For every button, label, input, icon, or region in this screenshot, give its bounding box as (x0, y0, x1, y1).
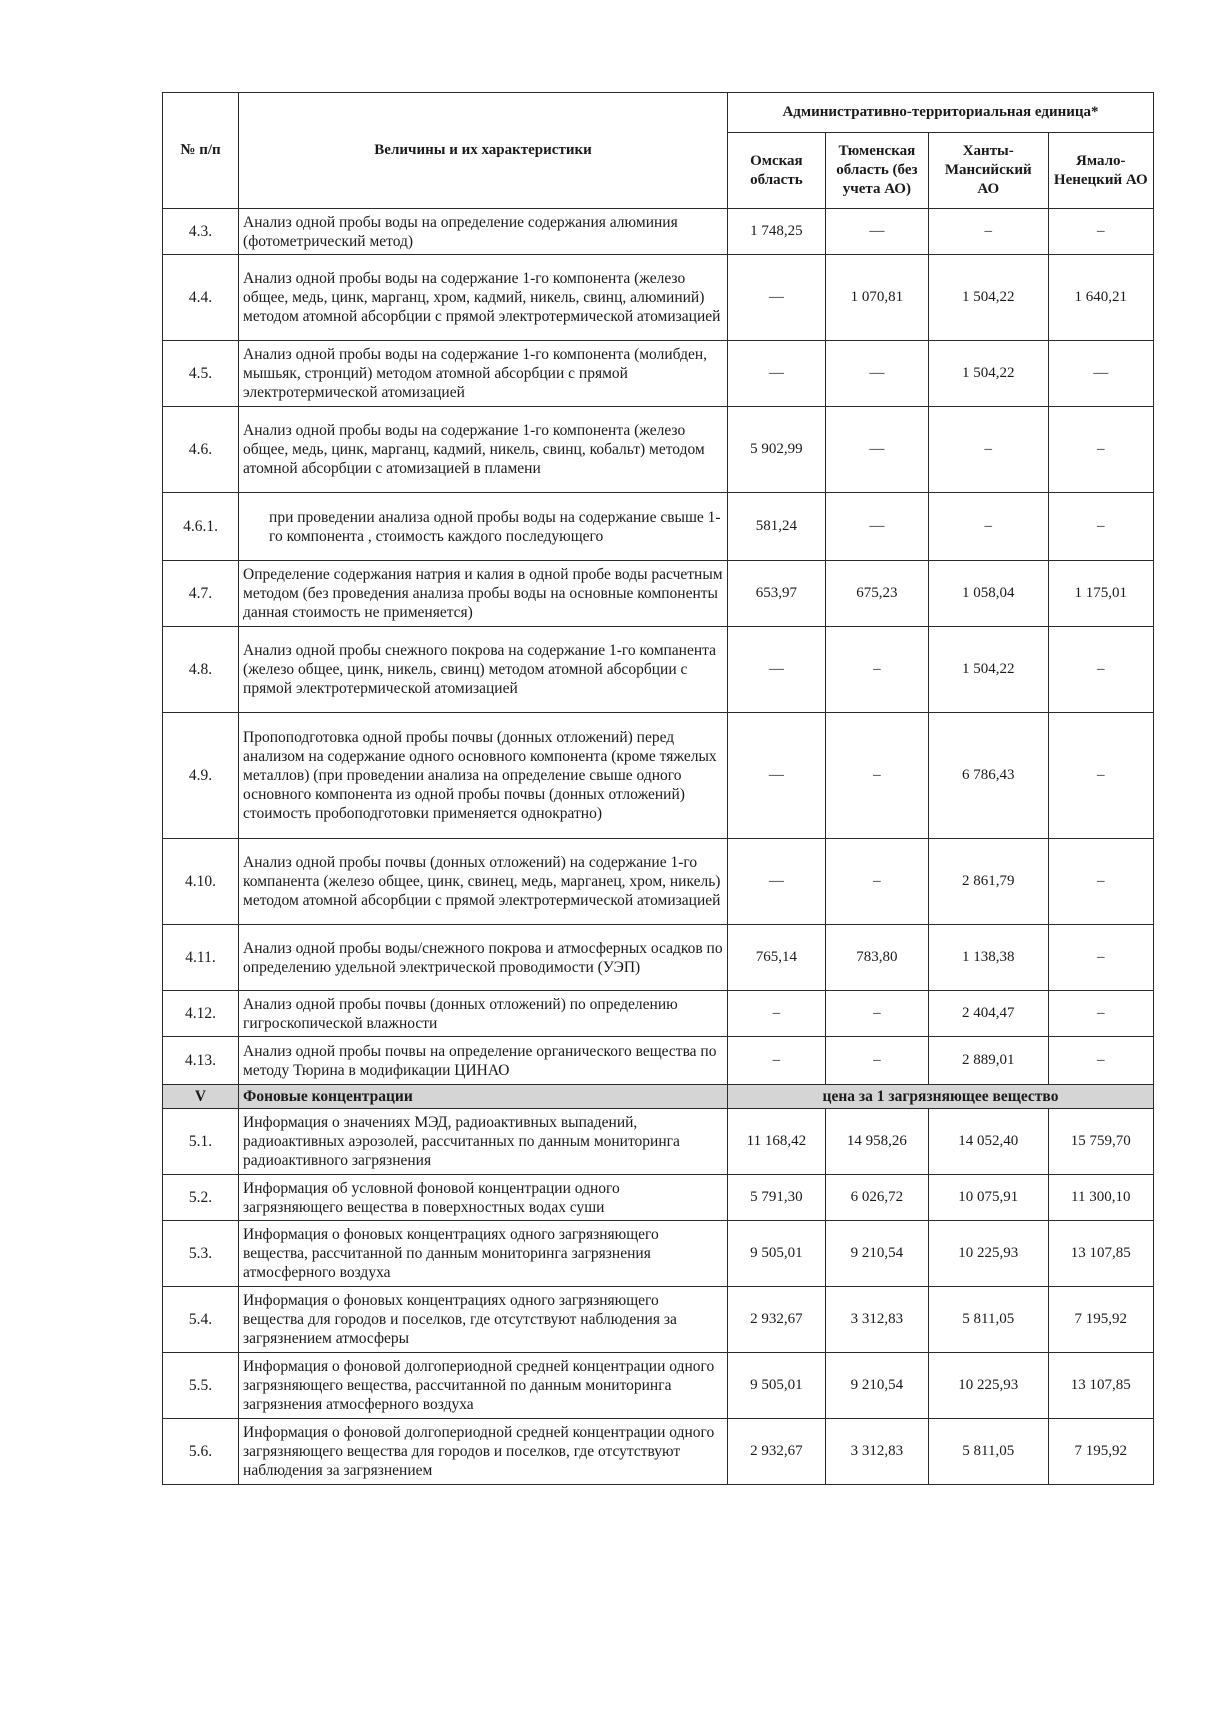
price-khmao: – (929, 493, 1049, 561)
row-number: 4.6. (163, 407, 239, 493)
table-row (163, 1109, 1154, 1175)
table-row (163, 925, 1154, 991)
price-khmao: 10 075,91 (929, 1175, 1049, 1221)
row-description: Информация о фоновой долгопериодной средней концентрации одного загрязняющего вещества для городов и поселков, где отсутствуют наблюдения за загрязнением (239, 1419, 728, 1485)
row-description: Анализ одной пробы воды на содержание 1-го компонента (железо общее, медь, цинк, марганц, хром, кадмий, никель, свинц, алюминий) методом атомной абсорбции с прямой электротермической атомизацией (239, 255, 728, 341)
price-khmao: 2 889,01 (929, 1037, 1049, 1085)
header-region-yanao: Ямало-Ненецкий АО (1048, 133, 1153, 209)
price-khmao: 6 786,43 (929, 713, 1049, 839)
header-region-group: Административно-территориальная единица* (728, 93, 1154, 133)
price-khmao: 2 861,79 (929, 839, 1049, 925)
price-tyumen: 9 210,54 (825, 1353, 928, 1419)
price-omsk: 11 168,42 (728, 1109, 826, 1175)
table-row (163, 627, 1154, 713)
row-description: Анализ одной пробы воды на содержание 1-го компонента (железо общее, медь, цинк, марганц, кадмий, никель, свинц, кобальт) методом атомной абсорбции с атомизацией в пламени (239, 407, 728, 493)
row-number: 4.3. (163, 209, 239, 255)
row-description: Анализ одной пробы воды на содержание 1-го компонента (молибден, мышьяк, стронций) методом атомной абсорбции с прямой электротермической атомизацией (239, 341, 728, 407)
table-row (163, 1175, 1154, 1221)
table-row (163, 1287, 1154, 1353)
header-num: № п/п (163, 93, 239, 209)
row-number: 5.4. (163, 1287, 239, 1353)
price-yanao: — (1048, 341, 1153, 407)
row-number: 4.6.1. (163, 493, 239, 561)
row-description: Пропоподготовка одной пробы почвы (донных отложений) перед анализом на содержание одного основного компонента (кроме тяжелых металлов) (при проведении анализа на определение свыше одного основного компонента из одной пробы почвы (донных отложений) стоимость пробоподготовки применяется однократно) (239, 713, 728, 839)
price-yanao: – (1048, 1037, 1153, 1085)
row-description: Определение содержания натрия и калия в одной пробе воды расчетным методом (без проведения анализа пробы воды на основные компоненты данная стоимость не применяется) (239, 561, 728, 627)
price-yanao: – (1048, 493, 1153, 561)
row-number: 4.9. (163, 713, 239, 839)
price-yanao: – (1048, 925, 1153, 991)
row-number: 5.3. (163, 1221, 239, 1287)
row-number: 4.4. (163, 255, 239, 341)
price-khmao: 1 138,38 (929, 925, 1049, 991)
header-region-omsk: Омская область (728, 133, 826, 209)
table-row (163, 1419, 1154, 1485)
row-number: 4.7. (163, 561, 239, 627)
price-yanao: 7 195,92 (1048, 1419, 1153, 1485)
price-tyumen: – (825, 627, 928, 713)
price-tyumen: 675,23 (825, 561, 928, 627)
price-tyumen: – (825, 713, 928, 839)
row-number: 4.10. (163, 839, 239, 925)
price-tyumen: 783,80 (825, 925, 928, 991)
price-khmao: 1 504,22 (929, 255, 1049, 341)
price-tyumen: — (825, 407, 928, 493)
row-number: 4.5. (163, 341, 239, 407)
price-omsk: 5 902,99 (728, 407, 826, 493)
price-tyumen: – (825, 839, 928, 925)
row-number: 4.13. (163, 1037, 239, 1085)
price-omsk: — (728, 627, 826, 713)
header-row-top (163, 93, 1154, 133)
row-description: Информация о фоновой долгопериодной средней концентрации одного загрязняющего вещества, рассчитанной по данным мониторинга загрязнения атмосферного воздуха (239, 1353, 728, 1419)
row-number: 4.11. (163, 925, 239, 991)
price-omsk: — (728, 839, 826, 925)
row-description: Анализ одной пробы почвы (донных отложений) на содержание 1-го компанента (железо общее, цинк, свинец, медь, марганец, хром, никель) методом атомной абсорбции с прямой электротермической атомизацией (239, 839, 728, 925)
price-khmao: 10 225,93 (929, 1353, 1049, 1419)
price-khmao: 10 225,93 (929, 1221, 1049, 1287)
price-yanao: 13 107,85 (1048, 1221, 1153, 1287)
table-row (163, 839, 1154, 925)
price-omsk: — (728, 341, 826, 407)
table-row (163, 991, 1154, 1037)
price-yanao: – (1048, 991, 1153, 1037)
table-body (163, 209, 1154, 1485)
table-row (163, 561, 1154, 627)
row-description: Анализ одной пробы снежного покрова на содержание 1-го компанента (железо общее, цинк, никель, свинц) методом атомной абсорбции с прямой электротермической атомизацией (239, 627, 728, 713)
price-yanao: 15 759,70 (1048, 1109, 1153, 1175)
price-khmao: 1 058,04 (929, 561, 1049, 627)
section-price-note: цена за 1 загрязняющее вещество (728, 1085, 1154, 1109)
row-description: Информация о фоновых концентрациях одного загрязняющего вещества, рассчитанной по данным мониторинга загрязнения атмосферного воздуха (239, 1221, 728, 1287)
price-yanao: 1 640,21 (1048, 255, 1153, 341)
price-yanao: – (1048, 627, 1153, 713)
price-khmao: 5 811,05 (929, 1419, 1049, 1485)
price-tyumen: — (825, 209, 928, 255)
header-region-khmao: Ханты-Мансийский АО (929, 133, 1049, 209)
price-khmao: 1 504,22 (929, 627, 1049, 713)
price-yanao: – (1048, 209, 1153, 255)
table-row (163, 1353, 1154, 1419)
price-yanao: 13 107,85 (1048, 1353, 1153, 1419)
section-title: Фоновые концентрации (239, 1085, 728, 1109)
row-description: Анализ одной пробы почвы (донных отложений) по определению гигроскопической влажности (239, 991, 728, 1037)
table-row (163, 407, 1154, 493)
price-omsk: 2 932,67 (728, 1287, 826, 1353)
row-description: Информация о фоновых концентрациях одного загрязняющего вещества для городов и поселков, где отсутствуют наблюдения за загрязнением атмосферы (239, 1287, 728, 1353)
row-description: при проведении анализа одной пробы воды на содержание свыше 1-го компонента , стоимость каждого последующего (239, 493, 728, 561)
price-omsk: 653,97 (728, 561, 826, 627)
price-tyumen: 3 312,83 (825, 1287, 928, 1353)
price-tyumen: — (825, 341, 928, 407)
row-number: 4.8. (163, 627, 239, 713)
price-khmao: 5 811,05 (929, 1287, 1049, 1353)
price-table (162, 92, 1154, 1485)
section-number: V (163, 1085, 239, 1109)
price-tyumen: 3 312,83 (825, 1419, 928, 1485)
row-description: Информация об условной фоновой концентрации одного загрязняющего вещества в поверхностных водах суши (239, 1175, 728, 1221)
price-tyumen: 1 070,81 (825, 255, 928, 341)
row-number: 5.6. (163, 1419, 239, 1485)
price-khmao: – (929, 209, 1049, 255)
row-number: 5.2. (163, 1175, 239, 1221)
price-yanao: 7 195,92 (1048, 1287, 1153, 1353)
price-omsk: 2 932,67 (728, 1419, 826, 1485)
price-omsk: — (728, 255, 826, 341)
row-number: 5.1. (163, 1109, 239, 1175)
price-tyumen: 9 210,54 (825, 1221, 928, 1287)
price-omsk: 9 505,01 (728, 1221, 826, 1287)
price-yanao: 11 300,10 (1048, 1175, 1153, 1221)
price-omsk: – (728, 991, 826, 1037)
table-row (163, 493, 1154, 561)
price-omsk: 1 748,25 (728, 209, 826, 255)
table-row (163, 1037, 1154, 1085)
price-tyumen: — (825, 493, 928, 561)
table-row (163, 341, 1154, 407)
header-region-tyumen: Тюменская область (без учета АО) (825, 133, 928, 209)
price-tyumen: – (825, 1037, 928, 1085)
price-khmao: – (929, 407, 1049, 493)
price-yanao: – (1048, 713, 1153, 839)
price-yanao: – (1048, 839, 1153, 925)
price-tyumen: 6 026,72 (825, 1175, 928, 1221)
price-khmao: 1 504,22 (929, 341, 1049, 407)
price-omsk: – (728, 1037, 826, 1085)
table-row (163, 713, 1154, 839)
price-tyumen: – (825, 991, 928, 1037)
header-description: Величины и их характеристики (239, 93, 728, 209)
price-khmao: 2 404,47 (929, 991, 1049, 1037)
row-description: Анализ одной пробы почвы на определение органического вещества по методу Тюрина в модификации ЦИНАО (239, 1037, 728, 1085)
row-number: 5.5. (163, 1353, 239, 1419)
row-description: Информация о значениях МЭД, радиоактивных выпадений, радиоактивных аэрозолей, рассчитанных по данным мониторинга радиоактивного загрязнения (239, 1109, 728, 1175)
price-omsk: 9 505,01 (728, 1353, 826, 1419)
table-row (163, 255, 1154, 341)
price-omsk: 5 791,30 (728, 1175, 826, 1221)
price-omsk: 765,14 (728, 925, 826, 991)
price-yanao: 1 175,01 (1048, 561, 1153, 627)
table-row (163, 209, 1154, 255)
price-omsk: 581,24 (728, 493, 826, 561)
table-row (163, 1221, 1154, 1287)
row-description: Анализ одной пробы воды на определение содержания алюминия (фотометрический метод) (239, 209, 728, 255)
price-tyumen: 14 958,26 (825, 1109, 928, 1175)
price-khmao: 14 052,40 (929, 1109, 1049, 1175)
row-number: 4.12. (163, 991, 239, 1037)
row-description: Анализ одной пробы воды/снежного покрова и атмосферных осадков по определению удельной электрической проводимости (УЭП) (239, 925, 728, 991)
price-yanao: – (1048, 407, 1153, 493)
price-omsk: — (728, 713, 826, 839)
section-row (163, 1085, 1154, 1109)
